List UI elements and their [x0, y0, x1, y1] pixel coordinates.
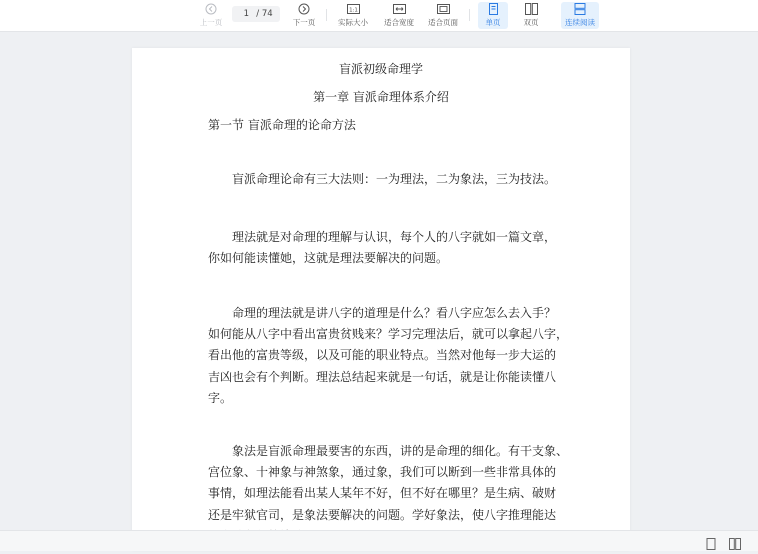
prev-page-label: 上一页: [199, 18, 223, 27]
chevron-left-icon: [204, 2, 218, 15]
svg-text:1:1: 1:1: [348, 6, 358, 13]
continuous-reading-button[interactable]: [561, 2, 599, 29]
text-line: 宫位象、十神象与神煞象，通过象，我们可以断到一些非常具体的: [208, 465, 557, 480]
fit-page-button[interactable]: [425, 2, 461, 29]
bottom-bar: [0, 530, 758, 551]
text-line: 命理的理法就是讲八字的道理是什么？看八字应怎么去入手？: [232, 306, 557, 320]
text-line: 看出他的富贵等级，以及可能的职业特点。当然对他每一步大运的: [208, 348, 557, 363]
single-page-label: 单页: [485, 18, 501, 27]
paragraph: [208, 303, 578, 409]
single-page-view-icon[interactable]: [705, 535, 717, 547]
text-line: 如何能从八字中看出富贵贫贱来？学习完理法后，就可以拿起八字，: [208, 327, 569, 342]
double-page-label: 双页: [523, 18, 539, 27]
single-page-button[interactable]: [478, 2, 508, 29]
document-title: 盲派初级命理学: [338, 62, 423, 76]
fit-width-icon: [392, 2, 406, 15]
actual-size-icon: [346, 2, 360, 15]
total-pages: / 74: [256, 9, 273, 19]
prev-page-button[interactable]: [196, 2, 226, 29]
double-page-button[interactable]: [516, 2, 546, 29]
continuous-reading-label: 连续阅读: [565, 18, 595, 27]
paragraph: [208, 227, 578, 269]
text-line: 还是牢狱官司，是象法要解决的问题。学好象法，使八字推理能达: [208, 507, 557, 522]
next-page-label: 下一页: [292, 18, 316, 27]
fit-width-button[interactable]: [381, 2, 417, 29]
continuous-reading-icon: [573, 2, 587, 15]
text-line: 理法就是对命理的理解与认识，每个人的八字就如一篇文章，: [232, 230, 557, 244]
double-page-icon: [524, 2, 538, 15]
text-line: 吉凶也会有个判断。理法总结起来就是一句话，就是让你能读懂八: [208, 369, 557, 384]
paragraph: [208, 169, 578, 190]
toolbar-divider: [326, 9, 327, 21]
document-page: [132, 48, 630, 550]
current-page-value[interactable]: 1: [243, 9, 249, 19]
toolbar: [0, 0, 758, 32]
single-page-icon: [486, 2, 500, 15]
fit-page-icon: [436, 2, 450, 15]
double-page-view-icon[interactable]: [729, 535, 741, 547]
section-heading: 第一节 盲派命理的论命方法: [208, 118, 356, 132]
toolbar-divider: [469, 9, 470, 21]
text-line: 字。: [208, 390, 233, 405]
text-line: 你如何能读懂她，这就是理法要解决的问题。: [208, 251, 449, 266]
fit-width-label: 适合宽度: [384, 18, 414, 27]
text-line: 盲派命理论命有三大法则：一为理法，二为象法，三为技法。: [232, 172, 557, 186]
actual-size-label: 实际大小: [338, 18, 368, 27]
page-number-field[interactable]: [232, 6, 280, 22]
next-page-button[interactable]: [289, 2, 319, 29]
chapter-heading: 第一章 盲派命理体系介绍: [313, 90, 449, 104]
chevron-right-icon: [297, 2, 311, 15]
fit-page-label: 适合页面: [428, 18, 458, 27]
text-line: 事情，如理法能看出某人某年不好，但不好在哪里？是生病、破财: [208, 486, 557, 501]
actual-size-button[interactable]: [335, 2, 371, 29]
text-line: 象法是盲派命理最要害的东西，讲的是命理的细化。有干支象、: [232, 444, 569, 458]
